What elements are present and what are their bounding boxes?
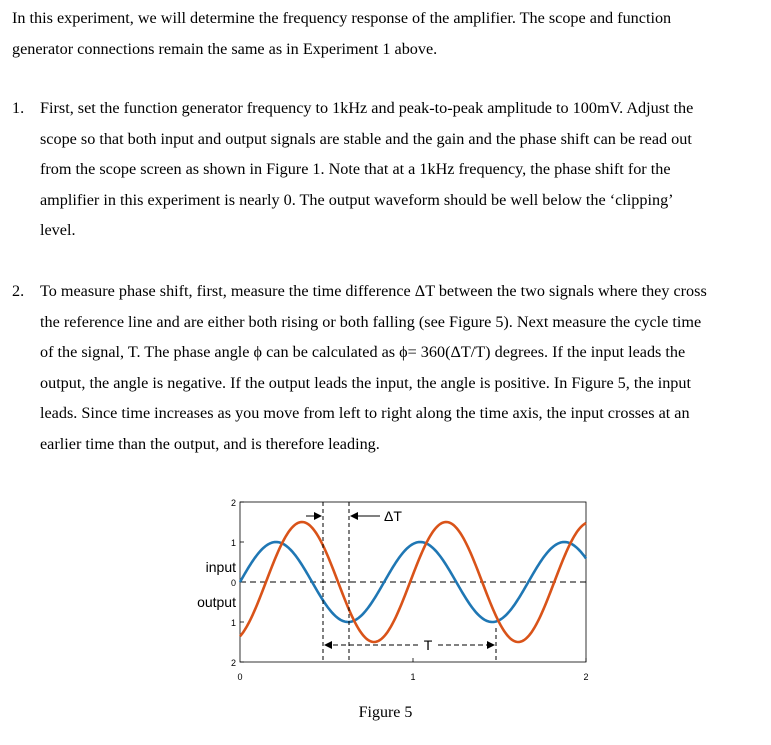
step-1-line: amplifier in this experiment is nearly 0. The output waveform should be well below the ‘clipping’ [40,190,674,209]
phase-chart [180,490,600,705]
step-1-number: 1. [12,99,25,117]
step-2-line: output, the angle is negative. If the output leads the input, the angle is positive. In Figure 5, the input [40,373,691,392]
step-2-line: leads. Since time increases as you move from left to right along the time axis, the input crosses at an [40,404,690,422]
x-tick-label: 2 [583,672,589,682]
intro-line-1: In this experiment, we will determine the frequency response of the amplifier. The scope and function [12,9,672,27]
step-1-text [40,93,762,246]
step-1-line: First, set the function generator frequency to 1kHz and peak-to-peak amplitude to 100mV. Adjust the [40,99,694,117]
step-2-text [40,276,762,459]
period-label: T [423,637,433,653]
step-1-line: scope so that both input and output signals are stable and the gain and the phase shift can be read out [40,129,692,148]
step-2-line: of the signal, T. The phase angle ϕ can be calculated as ϕ= 360(ΔT/T) degrees. If the input leads the [40,343,686,361]
x-tick-label: 0 [237,672,243,682]
step-1-line: level. [40,221,76,239]
intro-line-2: generator connections remain the same as in Experiment 1 above. [12,39,438,58]
step-2-line: the reference line and are either both rising or both falling (see Figure 5). Next measure the cycle time [40,312,702,331]
step-2-number: 2. [12,282,25,300]
step-2-line: earlier time than the output, and is therefore leading. [40,434,380,453]
x-tick-label: 1 [410,672,416,682]
step-1-line: from the scope screen as shown in Figure 1. Note that at a 1kHz frequency, the phase shift for the [40,160,671,178]
figure-5 [180,490,600,705]
input-label: input [205,559,236,575]
y-tick-label: 2 [230,658,236,668]
y-tick-label: 2 [230,498,236,508]
y-tick-label: 1 [230,618,236,628]
figure-caption: Figure 5 [358,704,413,721]
y-tick-label: 1 [230,538,236,548]
output-label: output [197,594,236,610]
delta-t-label: ΔT [384,508,402,524]
intro-paragraph [12,3,762,64]
step-2-line: To measure phase shift, first, measure the time difference ΔT between the two signals where they cross [40,282,707,300]
y-tick-label: 0 [230,578,236,588]
